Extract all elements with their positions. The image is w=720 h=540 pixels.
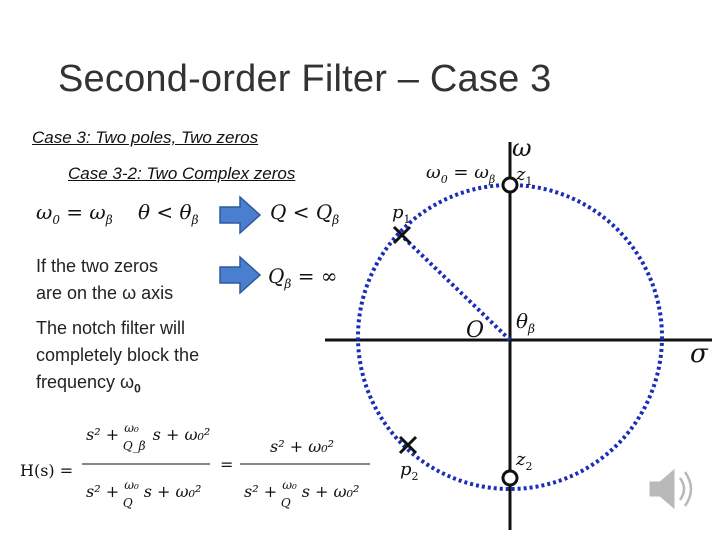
notch-line-1: The notch filter will bbox=[36, 318, 186, 338]
condition2-line-1: If the two zeros bbox=[36, 256, 159, 276]
zero-z1 bbox=[503, 178, 517, 192]
tf-lhs: H(s) = bbox=[20, 461, 74, 480]
p2-label: $p_2$ bbox=[400, 459, 419, 483]
case-heading: Case 3: Two poles, Two zeros bbox=[32, 128, 259, 147]
theta-label: $\theta_\beta$ bbox=[516, 309, 535, 336]
z1-label: $z_1$ bbox=[516, 164, 533, 188]
origin-label: O bbox=[466, 318, 485, 343]
w0-label: $\omega_0 = \omega_\beta$ bbox=[426, 162, 496, 186]
notch-line-2: completely block the bbox=[36, 345, 200, 365]
arrow-icon-1 bbox=[220, 197, 260, 233]
omega-label: ω bbox=[512, 134, 532, 162]
tf-num1: s² + $^{\omega_0}$ Q_β s + ω₀² bbox=[86, 421, 211, 453]
speaker-icon[interactable] bbox=[650, 470, 691, 508]
p1-label: $p_1$ bbox=[392, 202, 411, 226]
tf-num2: s² + ω₀² bbox=[270, 437, 335, 456]
condition2-line-2: are on the ω axis bbox=[36, 283, 174, 303]
zero-z2 bbox=[503, 471, 517, 485]
tf-den2: s² + $^{\omega_0}$ Q s + ω₀² bbox=[244, 478, 360, 510]
tf-den1: s² + $^{\omega_0}$ Q s + ω₀² bbox=[86, 478, 202, 510]
z2-label: $z_2$ bbox=[516, 449, 533, 473]
slide-title: Second-order Filter – Case 3 bbox=[58, 58, 552, 100]
notch-line-3: frequency $\omega_0$ bbox=[36, 372, 141, 396]
condition2-result: $Q_\beta$ = ∞ bbox=[268, 264, 338, 291]
condition1-result: $Q < Q_\beta$ bbox=[270, 200, 340, 227]
condition1-eq-left: $\omega_0 = \omega_\beta$ bbox=[36, 200, 113, 227]
arrow-icon-2 bbox=[220, 257, 260, 293]
subcase-heading: Case 3-2: Two Complex zeros bbox=[68, 164, 296, 183]
pole-zero-plot bbox=[325, 134, 712, 530]
tf-eq: = bbox=[220, 455, 234, 474]
transfer-function bbox=[20, 421, 370, 510]
sigma-label: σ bbox=[690, 339, 708, 369]
radius-line bbox=[402, 236, 510, 340]
condition1-eq-mid: $\theta < \theta_\beta$ bbox=[138, 200, 199, 227]
